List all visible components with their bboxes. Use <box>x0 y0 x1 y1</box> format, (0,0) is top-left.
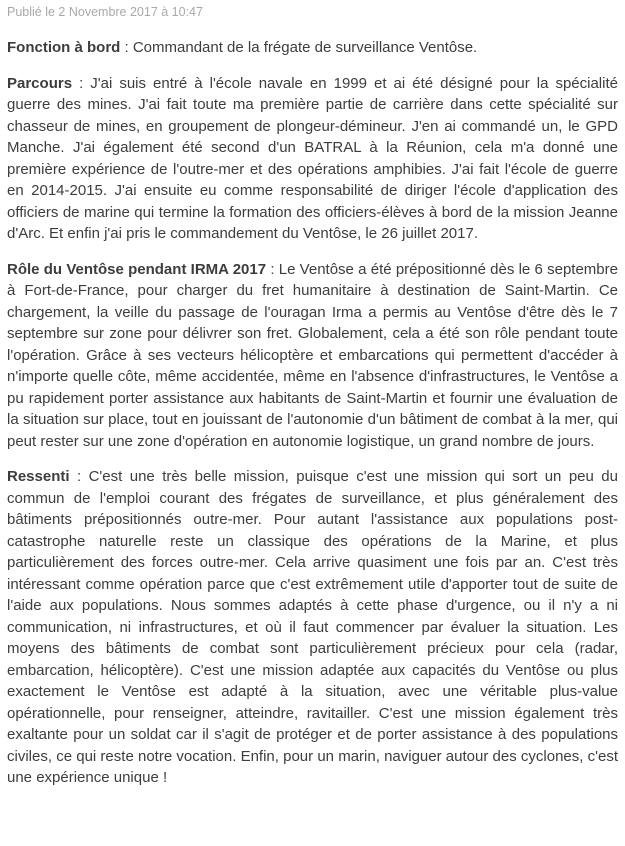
paragraph-separator: : <box>120 39 133 56</box>
paragraph-role-ventose-irma <box>7 259 618 453</box>
paragraph-ressenti <box>7 466 618 789</box>
paragraph-label: Ressenti <box>7 468 70 485</box>
published-date: Publié le 2 Novembre 2017 à 10:47 <box>7 5 203 19</box>
paragraph-fonction-a-bord <box>7 37 618 59</box>
paragraph-text: Commandant de la frégate de surveillance Ventôse. <box>132 39 478 56</box>
paragraph-separator: : <box>266 260 279 278</box>
paragraph-label: Parcours <box>7 74 73 92</box>
paragraph-label: Fonction à bord <box>7 39 121 56</box>
paragraph-label: Rôle du Ventôse pendant IRMA 2017 <box>7 260 267 278</box>
paragraph-separator: : <box>69 468 89 485</box>
paragraph-parcours <box>7 73 618 245</box>
paragraph-separator: : <box>72 74 91 92</box>
paragraph-text: Le Ventôse a été prépositionné dès le 6 septembre à Fort-de-France, pour charger du fret humanitaire à destination de Saint-Martin. Ce chargement, la veille du passage de l'ouragan Irma a permis au Ventôse d'être dès le 7 septembre sur zone pour délivrer son fret. Globalement, cela a été son rôle pendant toute l'opération. Grâce à ses vecteurs hélicoptère et embarcations qui permettent d'accéder à n'importe quelle côte, même accidentée, même en l'absence d'infrastructures, le Ventôse a pu rapidement porter assistance aux habitants de Saint-Martin et fournir une évaluation de la situation sur place, tout en jouissant de l'autonomie d'un bâtiment de combat à la mer, qui peut rester sur une zone d'opération en autonomie logistique, un grand nombre de jours. <box>7 260 618 450</box>
paragraph-text: C'est une très belle mission, puisque c'est une mission qui sort un peu du commun de l'emploi courant des frégates de surveillance, et plus généralement des bâtiments prépositionnés outre-mer. Pour autant l'assistance aux populations post-catastrophe naturelle reste un classique des opérations de la Marine, et plus particulièrement des forces outre-mer. Cela arrive quasiment une fois par an. C'est très intéressant comme opération parce que c'est extrêmement utile d'apporter tout de suite de l'aide aux populations. Nous sommes adaptés à cette phase d'urgence, ou il n'y a ni communication, ni infrastructures, et où il faut commencer par évaluer la situation. Les moyens des bâtiments de combat sont particulièrement précieux pour cela (radar, embarcation, hélicoptère). C'est une mission adaptée aux capacités du Ventôse ou plus exactement le Ventôse est adapté à la situation, avec une véritable plus-value opérationnelle, pour renseigner, atteindre, ravitailler. C'est une mission également très exaltante pour un soldat car il s'agit de protéger et de porter assistance à des populations civiles, ce qui reste notre vocation. Enfin, pour un marin, naviguer autour des cyclones, c'est une expérience unique ! <box>7 468 618 786</box>
paragraph-text: J'ai suis entré à l'école navale en 1999 et ai été désigné pour la spécialité guerre des mines. J'ai fait toute ma première partie de carrière dans cette spécialité sur chasseur de mines, en groupement de plongeur-démineur. J'en ai commandé un, le GPD Manche. J'ai également été second d'un BATRAL à la Réunion, cela m'a donné une première expérience de l'outre-mer et des opérations amphibies. J'ai fait l'école de guerre en 2014-2015. J'ai ensuite eu comme responsabilité de diriger l'école d'application des officiers de marine qui termine la formation des officiers-élèves à bord de la mission Jeanne d'Arc. Et enfin j'ai pris le commandement du Ventôse, le 26 juillet 2017. <box>7 74 618 242</box>
